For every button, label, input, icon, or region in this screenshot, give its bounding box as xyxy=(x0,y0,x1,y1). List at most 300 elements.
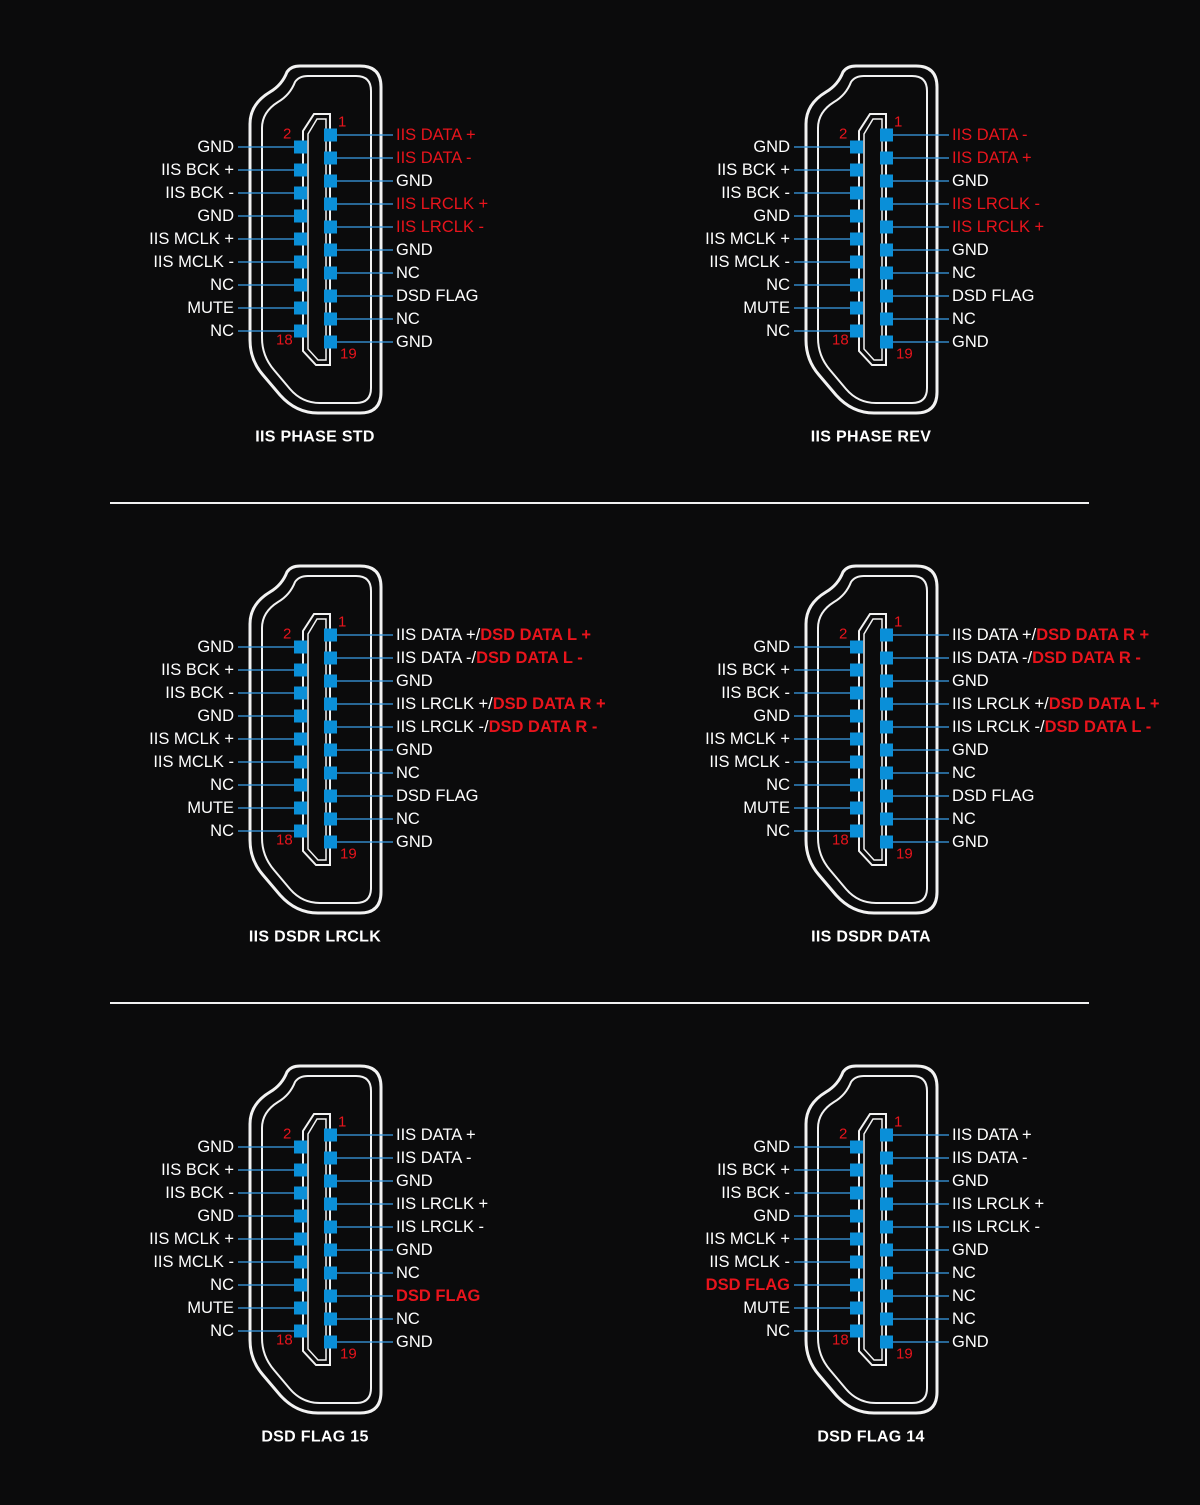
pin-pad-even xyxy=(294,1302,307,1315)
pin-label-right-8 xyxy=(952,787,1035,805)
pin-pad-even xyxy=(294,302,307,315)
pin-label-left-6 xyxy=(153,253,234,271)
diagram-title: IIS DSDR DATA xyxy=(811,928,931,946)
pin-label-right-4 xyxy=(952,195,1040,213)
pin-pad-odd xyxy=(324,290,337,303)
pin-label-right-8-part-0: DSD FLAG xyxy=(952,787,1035,805)
pin-label-left-3 xyxy=(165,184,234,202)
pin-pad-even xyxy=(850,1302,863,1315)
pin-label-right-9 xyxy=(952,1310,976,1328)
pin-label-left-4-part-0: GND xyxy=(197,1207,234,1225)
pin-label-right-10-part-0: GND xyxy=(952,1333,989,1351)
pin-label-left-1-part-0: GND xyxy=(197,138,234,156)
pin-pad-even xyxy=(850,733,863,746)
pin-label-left-2 xyxy=(161,661,234,679)
pin-pad-odd xyxy=(880,1290,893,1303)
pin-label-left-6-part-0: IIS MCLK - xyxy=(153,753,234,771)
pin-pad-even xyxy=(850,141,863,154)
pin-label-left-4 xyxy=(197,207,234,225)
pin-label-left-8-part-0: MUTE xyxy=(743,1299,790,1317)
pin-pad-even xyxy=(294,279,307,292)
pin-label-left-6-part-0: IIS MCLK - xyxy=(153,1253,234,1271)
pin-label-right-3 xyxy=(396,672,433,690)
pin-label-left-2-part-0: IIS BCK + xyxy=(717,1161,790,1179)
pin-label-right-10 xyxy=(396,333,433,351)
pin-label-left-2-part-0: IIS BCK + xyxy=(161,1161,234,1179)
pin-pad-odd xyxy=(324,721,337,734)
pin-label-left-5 xyxy=(149,230,234,248)
pin-pad-even xyxy=(850,1210,863,1223)
connector-tongue-inner xyxy=(864,619,882,860)
pin-label-left-3-part-0: IIS BCK - xyxy=(721,1184,790,1202)
pin-pad-even xyxy=(294,756,307,769)
pin-label-left-9-part-0: NC xyxy=(766,1322,790,1340)
pin-label-left-5-part-0: IIS MCLK + xyxy=(149,730,234,748)
pin-pad-even xyxy=(294,1325,307,1338)
pin-label-right-8 xyxy=(952,287,1035,305)
pin-label-left-6-part-0: IIS MCLK - xyxy=(709,1253,790,1271)
pin-label-right-7-part-0: NC xyxy=(952,764,976,782)
pin-pad-even xyxy=(294,1233,307,1246)
pin-label-left-1 xyxy=(197,138,234,156)
pin-label-right-9 xyxy=(396,810,420,828)
pin-label-left-2 xyxy=(161,1161,234,1179)
pin-pad-odd xyxy=(324,244,337,257)
pin-label-left-4-part-0: GND xyxy=(197,707,234,725)
pin-pad-even xyxy=(850,1256,863,1269)
pin-pad-even xyxy=(850,802,863,815)
pin-label-left-7-part-0: NC xyxy=(210,1276,234,1294)
pin-pad-odd xyxy=(324,1290,337,1303)
pin-label-right-5-part-1: DSD DATA R - xyxy=(488,718,598,736)
pin-pad-even xyxy=(850,302,863,315)
pin-label-left-9-part-0: NC xyxy=(210,322,234,340)
pin-label-left-6-part-0: IIS MCLK - xyxy=(709,753,790,771)
pin-label-left-9 xyxy=(210,1322,234,1340)
pin-label-right-6-part-0: GND xyxy=(952,741,989,759)
pin-label-left-5-part-0: IIS MCLK + xyxy=(705,1230,790,1248)
connector-tongue-inner xyxy=(308,119,326,360)
pin-label-right-1-part-0: IIS DATA + xyxy=(952,1126,1032,1144)
pin-pad-even xyxy=(850,279,863,292)
pin-label-right-4 xyxy=(396,695,606,713)
pin-pad-odd xyxy=(324,221,337,234)
pin-label-right-5 xyxy=(396,718,597,736)
pin-label-left-6 xyxy=(709,253,790,271)
pin-label-right-10-part-0: GND xyxy=(396,333,433,351)
pin-pad-odd xyxy=(880,1221,893,1234)
pin-pad-even xyxy=(294,210,307,223)
pin-label-left-1-part-0: GND xyxy=(753,138,790,156)
pin-pad-even xyxy=(294,733,307,746)
pin-pad-odd xyxy=(880,1152,893,1165)
pin-label-right-4 xyxy=(396,195,488,213)
pin-label-left-3 xyxy=(721,684,790,702)
pin-label-right-3-part-0: GND xyxy=(396,1172,433,1190)
pin-label-right-8-part-0: DSD FLAG xyxy=(396,787,479,805)
pin-label-right-1-part-1: DSD DATA L + xyxy=(480,626,591,644)
pin-label-left-4-part-0: GND xyxy=(753,707,790,725)
pin-pad-even xyxy=(850,233,863,246)
pin-label-right-2-part-0: IIS DATA + xyxy=(952,149,1032,167)
pin-pad-odd xyxy=(880,813,893,826)
pin-label-right-1 xyxy=(952,1126,1032,1144)
pin-label-right-4-part-0: IIS LRCLK + xyxy=(952,1195,1045,1213)
pin-label-left-2 xyxy=(717,161,790,179)
pin-label-left-1 xyxy=(753,1138,790,1156)
pin-label-right-4-part-0: IIS LRCLK +/ xyxy=(396,695,493,713)
diagram-title: IIS PHASE REV xyxy=(810,428,932,446)
pin-number-19: 19 xyxy=(896,345,913,363)
pin-label-left-6 xyxy=(709,1253,790,1271)
pin-label-right-4-part-1: DSD DATA L + xyxy=(1048,695,1160,713)
pin-pad-odd xyxy=(880,767,893,780)
pin-number-19: 19 xyxy=(340,345,357,363)
pin-label-right-5 xyxy=(952,1218,1040,1236)
pin-label-right-1-part-1: DSD DATA R + xyxy=(1036,626,1150,644)
pin-pad-even xyxy=(850,710,863,723)
pin-pad-odd xyxy=(324,629,337,642)
pin-number-2: 2 xyxy=(839,125,848,143)
pin-label-right-6-part-0: GND xyxy=(396,1241,433,1259)
pin-label-right-3-part-0: GND xyxy=(952,1172,989,1190)
pin-label-right-9 xyxy=(952,810,976,828)
pin-label-left-8 xyxy=(743,299,790,317)
pin-label-left-5-part-0: IIS MCLK + xyxy=(705,730,790,748)
diagram-title: IIS PHASE STD xyxy=(255,428,375,446)
pin-label-left-3 xyxy=(165,684,234,702)
pin-label-right-4-part-1: DSD DATA R + xyxy=(492,695,606,713)
pin-pad-odd xyxy=(324,1198,337,1211)
pin-label-right-5-part-1: DSD DATA L - xyxy=(1044,718,1152,736)
pin-label-left-5 xyxy=(705,230,790,248)
pin-label-right-1 xyxy=(396,126,476,144)
pin-label-right-1-part-0: IIS DATA + xyxy=(396,126,476,144)
pin-label-right-10-part-0: GND xyxy=(952,833,989,851)
pin-pad-even xyxy=(850,825,863,838)
pin-pad-odd xyxy=(880,129,893,142)
pin-pad-odd xyxy=(880,1267,893,1280)
pin-number-1: 1 xyxy=(894,613,903,631)
pin-pad-odd xyxy=(880,652,893,665)
pin-label-right-1-part-0: IIS DATA +/ xyxy=(952,626,1037,644)
pin-pad-odd xyxy=(880,675,893,688)
pin-label-right-3 xyxy=(952,672,989,690)
pin-label-left-9 xyxy=(766,322,790,340)
pin-label-left-9 xyxy=(766,1322,790,1340)
pin-label-right-2-part-1: DSD DATA R - xyxy=(1032,649,1141,667)
pin-label-left-8 xyxy=(743,799,790,817)
pin-number-18: 18 xyxy=(276,331,293,349)
pin-number-18: 18 xyxy=(276,831,293,849)
pin-label-left-3-part-0: IIS BCK - xyxy=(721,184,790,202)
pin-label-right-10-part-0: GND xyxy=(396,1333,433,1351)
pin-pad-odd xyxy=(880,1129,893,1142)
pin-number-19: 19 xyxy=(340,1345,357,1363)
pin-number-2: 2 xyxy=(283,125,292,143)
pin-label-left-4 xyxy=(753,207,790,225)
pin-label-left-7-part-0: NC xyxy=(210,276,234,294)
connector-tongue-inner xyxy=(864,119,882,360)
pin-pad-even xyxy=(294,802,307,815)
pin-pad-even xyxy=(850,256,863,269)
pin-label-right-10 xyxy=(952,333,989,351)
pin-label-right-2-part-0: IIS DATA -/ xyxy=(952,649,1033,667)
pin-label-right-9-part-0: NC xyxy=(396,310,420,328)
pin-label-left-6 xyxy=(153,753,234,771)
diagram-title: IIS DSDR LRCLK xyxy=(248,928,382,946)
pin-label-left-7 xyxy=(210,1276,234,1294)
pin-label-right-9 xyxy=(396,310,420,328)
pin-label-left-8-part-0: MUTE xyxy=(187,1299,234,1317)
pin-pad-odd xyxy=(880,744,893,757)
pin-label-right-1-part-0: IIS DATA +/ xyxy=(396,626,481,644)
pin-label-left-6 xyxy=(709,753,790,771)
pin-label-right-2-part-0: IIS DATA - xyxy=(396,149,472,167)
pin-label-left-1 xyxy=(753,138,790,156)
pin-label-right-4-part-0: IIS LRCLK +/ xyxy=(952,695,1049,713)
pin-label-left-2-part-0: IIS BCK + xyxy=(717,661,790,679)
pin-label-right-9-part-0: NC xyxy=(952,1310,976,1328)
pin-label-right-9-part-0: NC xyxy=(396,1310,420,1328)
pin-label-right-5 xyxy=(396,1218,484,1236)
pin-pad-even xyxy=(294,1141,307,1154)
pin-number-2: 2 xyxy=(283,625,292,643)
pin-label-left-8 xyxy=(187,299,234,317)
pin-number-1: 1 xyxy=(338,113,347,131)
pin-pad-even xyxy=(294,141,307,154)
pin-pad-even xyxy=(294,1256,307,1269)
pin-number-19: 19 xyxy=(340,845,357,863)
pin-label-left-7 xyxy=(766,276,790,294)
pin-label-right-2-part-0: IIS DATA - xyxy=(396,1149,472,1167)
pin-label-left-9 xyxy=(210,822,234,840)
pin-pad-even xyxy=(294,164,307,177)
pin-label-left-5-part-0: IIS MCLK + xyxy=(149,230,234,248)
pin-label-left-5 xyxy=(705,730,790,748)
connector-diagram-1 xyxy=(149,66,488,446)
pin-label-left-8-part-0: MUTE xyxy=(743,799,790,817)
pin-number-2: 2 xyxy=(839,625,848,643)
pin-label-left-4-part-0: GND xyxy=(753,207,790,225)
pin-label-right-5-part-0: IIS LRCLK -/ xyxy=(952,718,1045,736)
pin-label-left-7 xyxy=(210,276,234,294)
pin-number-18: 18 xyxy=(832,1331,849,1349)
pin-pad-even xyxy=(850,1233,863,1246)
pin-label-right-7-part-0: NC xyxy=(952,1264,976,1282)
pin-pad-odd xyxy=(880,1198,893,1211)
pin-label-left-2 xyxy=(161,161,234,179)
pin-label-left-3 xyxy=(721,1184,790,1202)
pin-pad-even xyxy=(850,664,863,677)
pin-label-right-7 xyxy=(396,764,420,782)
pin-pad-odd xyxy=(880,198,893,211)
pin-label-right-6 xyxy=(396,241,433,259)
pin-label-right-1-part-0: IIS DATA + xyxy=(396,1126,476,1144)
pin-label-right-9-part-0: NC xyxy=(952,810,976,828)
pin-label-right-7-part-0: NC xyxy=(952,264,976,282)
diagram-title: DSD FLAG 14 xyxy=(817,1428,925,1446)
pin-pad-odd xyxy=(880,1244,893,1257)
pin-label-right-4 xyxy=(952,695,1160,713)
pin-label-right-2 xyxy=(952,649,1141,667)
pin-pad-odd xyxy=(324,129,337,142)
pin-label-right-10 xyxy=(952,833,989,851)
pin-label-right-9 xyxy=(952,310,976,328)
pin-label-right-4 xyxy=(396,1195,488,1213)
pin-label-left-5-part-0: IIS MCLK + xyxy=(705,230,790,248)
pin-label-right-5-part-0: IIS LRCLK - xyxy=(396,218,485,236)
pin-label-left-1-part-0: GND xyxy=(753,638,790,656)
pin-pad-even xyxy=(294,664,307,677)
pin-label-right-1 xyxy=(952,626,1149,644)
pin-pad-odd xyxy=(880,336,893,349)
pin-label-left-7-part-0: NC xyxy=(766,776,790,794)
pin-number-1: 1 xyxy=(338,613,347,631)
pin-pad-odd xyxy=(324,744,337,757)
pin-label-left-3-part-0: IIS BCK - xyxy=(721,684,790,702)
pin-label-right-5 xyxy=(396,218,484,236)
pin-pad-odd xyxy=(324,652,337,665)
pin-label-right-7-part-0: NC xyxy=(396,1264,420,1282)
pin-pad-odd xyxy=(324,1267,337,1280)
pin-label-right-10 xyxy=(396,833,433,851)
pin-label-right-10-part-0: GND xyxy=(952,333,989,351)
connector-tongue-inner xyxy=(308,1119,326,1360)
pin-label-right-3 xyxy=(952,172,989,190)
pin-pad-even xyxy=(850,210,863,223)
pin-label-left-2-part-0: IIS BCK + xyxy=(161,161,234,179)
pin-label-right-9 xyxy=(396,1310,420,1328)
connector-diagram-4 xyxy=(705,566,1159,946)
pin-pad-odd xyxy=(880,313,893,326)
pin-pad-even xyxy=(850,1325,863,1338)
pin-pad-odd xyxy=(880,267,893,280)
pin-number-1: 1 xyxy=(894,1113,903,1131)
pin-label-left-9-part-0: NC xyxy=(766,322,790,340)
pin-pad-odd xyxy=(880,790,893,803)
pin-label-left-9-part-0: NC xyxy=(210,1322,234,1340)
pin-pad-even xyxy=(850,164,863,177)
pin-label-left-7 xyxy=(210,776,234,794)
pin-pad-odd xyxy=(324,1152,337,1165)
pin-label-right-6 xyxy=(396,741,433,759)
pin-label-right-8 xyxy=(396,1287,480,1305)
connector-diagram-3 xyxy=(149,566,606,946)
pin-label-left-7 xyxy=(706,1276,790,1294)
pin-label-right-6-part-0: GND xyxy=(952,241,989,259)
pin-pad-odd xyxy=(324,1313,337,1326)
pin-label-left-4 xyxy=(753,1207,790,1225)
section-divider-1 xyxy=(110,502,1089,504)
pin-label-right-2-part-0: IIS DATA -/ xyxy=(396,649,477,667)
pin-label-left-8-part-0: MUTE xyxy=(743,299,790,317)
pin-label-right-8 xyxy=(952,1287,976,1305)
pin-label-left-6-part-0: IIS MCLK - xyxy=(709,253,790,271)
pin-pad-even xyxy=(294,779,307,792)
pin-label-right-7 xyxy=(952,1264,976,1282)
pin-pad-odd xyxy=(324,790,337,803)
pin-label-left-7-part-0: DSD FLAG xyxy=(705,1276,790,1294)
pin-label-left-9-part-0: NC xyxy=(210,822,234,840)
pin-pad-even xyxy=(294,187,307,200)
pin-pad-odd xyxy=(324,1244,337,1257)
pin-label-left-2-part-0: IIS BCK + xyxy=(717,161,790,179)
pin-label-left-4 xyxy=(197,707,234,725)
pin-label-right-3 xyxy=(396,172,433,190)
pin-label-right-10-part-0: GND xyxy=(396,833,433,851)
pin-pad-even xyxy=(294,233,307,246)
pin-pad-even xyxy=(294,641,307,654)
pin-pad-even xyxy=(294,1279,307,1292)
pin-label-right-2 xyxy=(396,1149,471,1167)
pin-label-left-7-part-0: NC xyxy=(210,776,234,794)
pin-label-left-8 xyxy=(187,799,234,817)
pin-pad-odd xyxy=(324,152,337,165)
pin-label-right-2-part-1: DSD DATA L - xyxy=(476,649,583,667)
pin-label-right-5 xyxy=(952,218,1044,236)
pin-label-left-5 xyxy=(705,1230,790,1248)
pin-pad-odd xyxy=(880,721,893,734)
pin-pad-odd xyxy=(324,767,337,780)
pin-label-right-3 xyxy=(396,1172,433,1190)
pin-label-right-6-part-0: GND xyxy=(396,741,433,759)
pin-pad-odd xyxy=(324,1175,337,1188)
pin-pad-even xyxy=(294,687,307,700)
pin-pad-odd xyxy=(880,1175,893,1188)
pin-pad-odd xyxy=(324,1129,337,1142)
pin-label-right-4-part-0: IIS LRCLK + xyxy=(396,1195,489,1213)
pin-label-left-9-part-0: NC xyxy=(766,822,790,840)
pin-label-left-1-part-0: GND xyxy=(753,1138,790,1156)
pin-label-left-5 xyxy=(149,1230,234,1248)
pin-label-left-1 xyxy=(197,1138,234,1156)
pin-label-right-3-part-0: GND xyxy=(952,172,989,190)
pin-pad-odd xyxy=(324,836,337,849)
pin-label-left-8-part-0: MUTE xyxy=(187,799,234,817)
pin-label-right-7 xyxy=(952,264,976,282)
pin-label-right-5-part-0: IIS LRCLK -/ xyxy=(396,718,489,736)
connector-diagram-2 xyxy=(705,66,1044,446)
pin-pad-even xyxy=(294,256,307,269)
pin-pad-even xyxy=(850,1187,863,1200)
pin-label-left-1-part-0: GND xyxy=(197,638,234,656)
pin-label-right-6 xyxy=(952,741,989,759)
pin-label-right-1 xyxy=(952,126,1027,144)
pin-label-left-4 xyxy=(197,1207,234,1225)
pin-label-right-4 xyxy=(952,1195,1044,1213)
pin-pad-even xyxy=(850,779,863,792)
pin-label-right-9-part-0: NC xyxy=(396,810,420,828)
diagram-title: DSD FLAG 15 xyxy=(261,1428,369,1446)
pin-label-right-10 xyxy=(396,1333,433,1351)
pin-number-18: 18 xyxy=(832,831,849,849)
pin-number-1: 1 xyxy=(894,113,903,131)
pin-label-left-1 xyxy=(197,638,234,656)
pin-label-right-6 xyxy=(952,1241,989,1259)
pin-pad-even xyxy=(294,325,307,338)
pin-pad-odd xyxy=(880,698,893,711)
pin-label-left-5-part-0: IIS MCLK + xyxy=(149,1230,234,1248)
pin-label-right-8 xyxy=(396,787,479,805)
pin-label-right-8-part-0: DSD FLAG xyxy=(396,1287,481,1305)
pin-label-right-7-part-0: NC xyxy=(396,264,420,282)
pin-label-right-4-part-0: IIS LRCLK + xyxy=(396,195,489,213)
pin-label-right-10 xyxy=(952,1333,989,1351)
pin-label-right-5-part-0: IIS LRCLK + xyxy=(952,218,1045,236)
section-divider-2 xyxy=(110,1002,1089,1004)
pin-pad-even xyxy=(850,187,863,200)
